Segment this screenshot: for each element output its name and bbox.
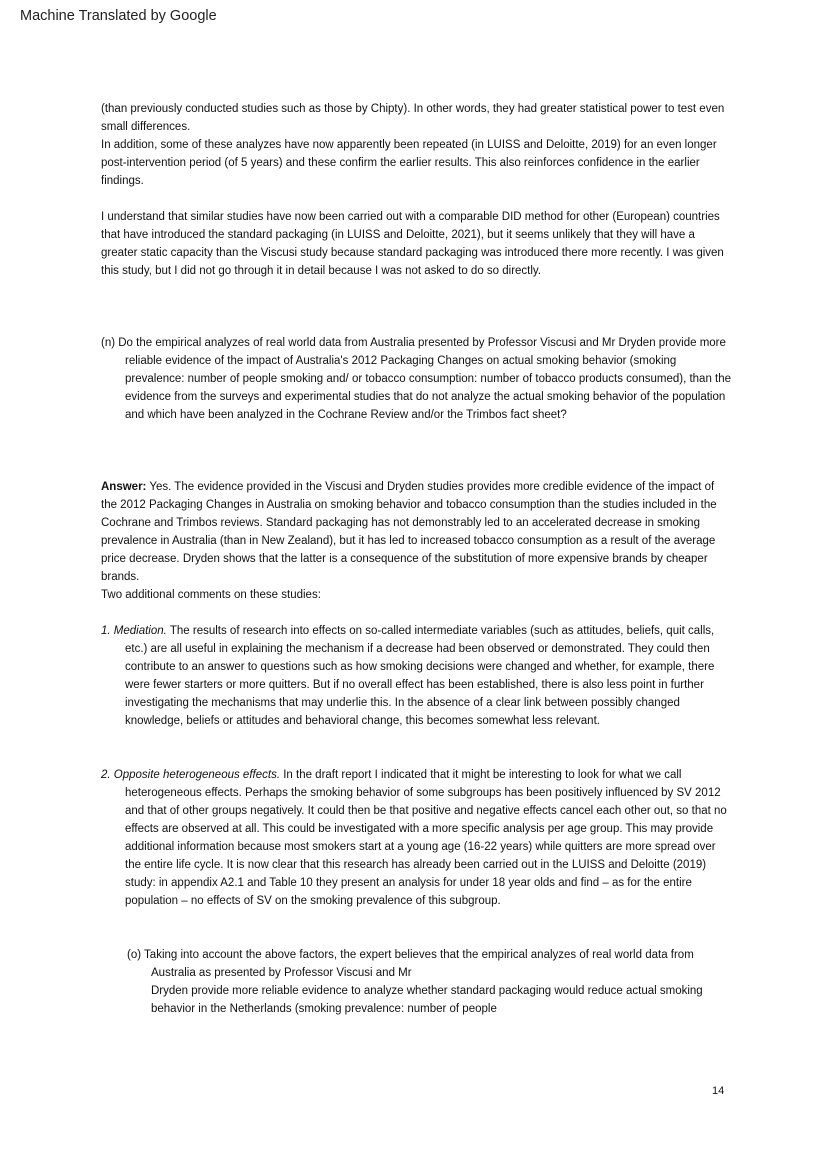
list-item-text: The results of research into effects on so-called intermediate variables (such as attitudes, beliefs, quit calls, etc.) are all useful in explaining the mechanism if a decrease had been observed or demonstrated. They could then contribute to an answer to questions such as how smoking decisions were changed and whether, for example, there were fewer starters or more quitters. But if no overall effect has been established, there is also less point in further investigating the mechanisms that may underlie this. In the absence of a clear link between possibly changed knowledge, beliefs or attitudes and behavioral change, this becomes somewhat less relevant. bbox=[125, 625, 715, 727]
paragraph-similar-studies: I understand that similar studies have now been carried out with a comparable DID method for other (European) countries that have introduced the standard packaging (in LUISS and Deloitte, 2021), but it seems unlikely that they will have a greater static capacity than the Viscusi study because standard packaging was introduced there more recently. I was given this study, but I did not go through it in detail because I was not asked to do so directly. bbox=[101, 211, 724, 277]
list-item-heading: 2. Opposite heterogeneous effects. bbox=[101, 769, 281, 781]
question-o bbox=[127, 946, 733, 1018]
answer-label: Answer: bbox=[101, 481, 147, 493]
paragraph-statistical-power: (than previously conducted studies such as those by Chipty). In other words, they had greater statistical power to test even small differences. bbox=[101, 103, 725, 133]
question-n: (n) Do the empirical analyzes of real world data from Australia presented by Professor Viscusi and Mr Dryden provide more reliable evidence of the impact of Australia's 2012 Packaging Changes on actual smoking behavior (smoking prevalence: number of people smoking and/ or tobacco consumption: number of tobacco products consumed), than the evidence from the surveys and experimental studies that do not analyze the actual smoking behavior of the population and which have been analyzed in the Cochrane Review and/or the Trimbos fact sheet? bbox=[101, 337, 732, 421]
answer-paragraph bbox=[101, 478, 733, 586]
paragraph-repeated-analyses: In addition, some of these analyzes have now apparently been repeated (in LUISS and Deloitte, 2019) for an even longer post-intervention period (of 5 years) and these confirm the earlier results. This also reinforces confidence in the earlier findings. bbox=[101, 139, 717, 187]
page-number: 14 bbox=[712, 1085, 725, 1097]
list-item-heterogeneous-effects bbox=[101, 766, 733, 910]
question-o-line-2: Dryden provide more reliable evidence to analyze whether standard packaging would reduce actual smoking behavior in the Netherlands (smoking prevalence: number of people bbox=[151, 985, 703, 1015]
question-o-line-1: (o) Taking into account the above factors, the expert believes that the empirical analyzes of real world data from Australia as presented by Professor Viscusi and Mr bbox=[127, 949, 694, 979]
answer-followup: Two additional comments on these studies: bbox=[101, 589, 321, 601]
list-item-mediation bbox=[101, 622, 733, 730]
list-item-text: In the draft report I indicated that it might be interesting to look for what we call heterogeneous effects. Perhaps the smoking behavior of some subgroups has been positively influenced by SV 2012 and that of other groups negatively. It could then be that positive and negative effects cancel each other out, so that no effects are observed at all. This could be investigated with a more specific analysis per age group. This may provide additional information because most smokers start at a young age (16-22 years) while quitters are more spread over the entire life cycle. It is now clear that this research has already been carried out in the LUISS and Deloitte (2019) study: in appendix A2.1 and Table 10 they present an analysis for under 18 year olds and find – as for the entire population – no effects of SV on the smoking prevalence of this subgroup. bbox=[125, 769, 727, 907]
machine-translation-banner: Machine Translated by Google bbox=[20, 8, 217, 24]
list-item-heading: 1. Mediation. bbox=[101, 625, 167, 637]
document-body bbox=[101, 100, 733, 1018]
answer-text: Yes. The evidence provided in the Viscusi and Dryden studies provides more credible evidence of the impact of the 2012 Packaging Changes in Australia on smoking behavior and tobacco consumption than the studies included in the Cochrane and Trimbos reviews. Standard packaging has not demonstrably led to an accelerated decrease in smoking prevalence in Australia (than in New Zealand), but it has led to increased tobacco consumption as a result of the average price decrease. Dryden shows that the latter is a consequence of the substitution of more expensive brands by cheaper brands. bbox=[101, 481, 717, 583]
